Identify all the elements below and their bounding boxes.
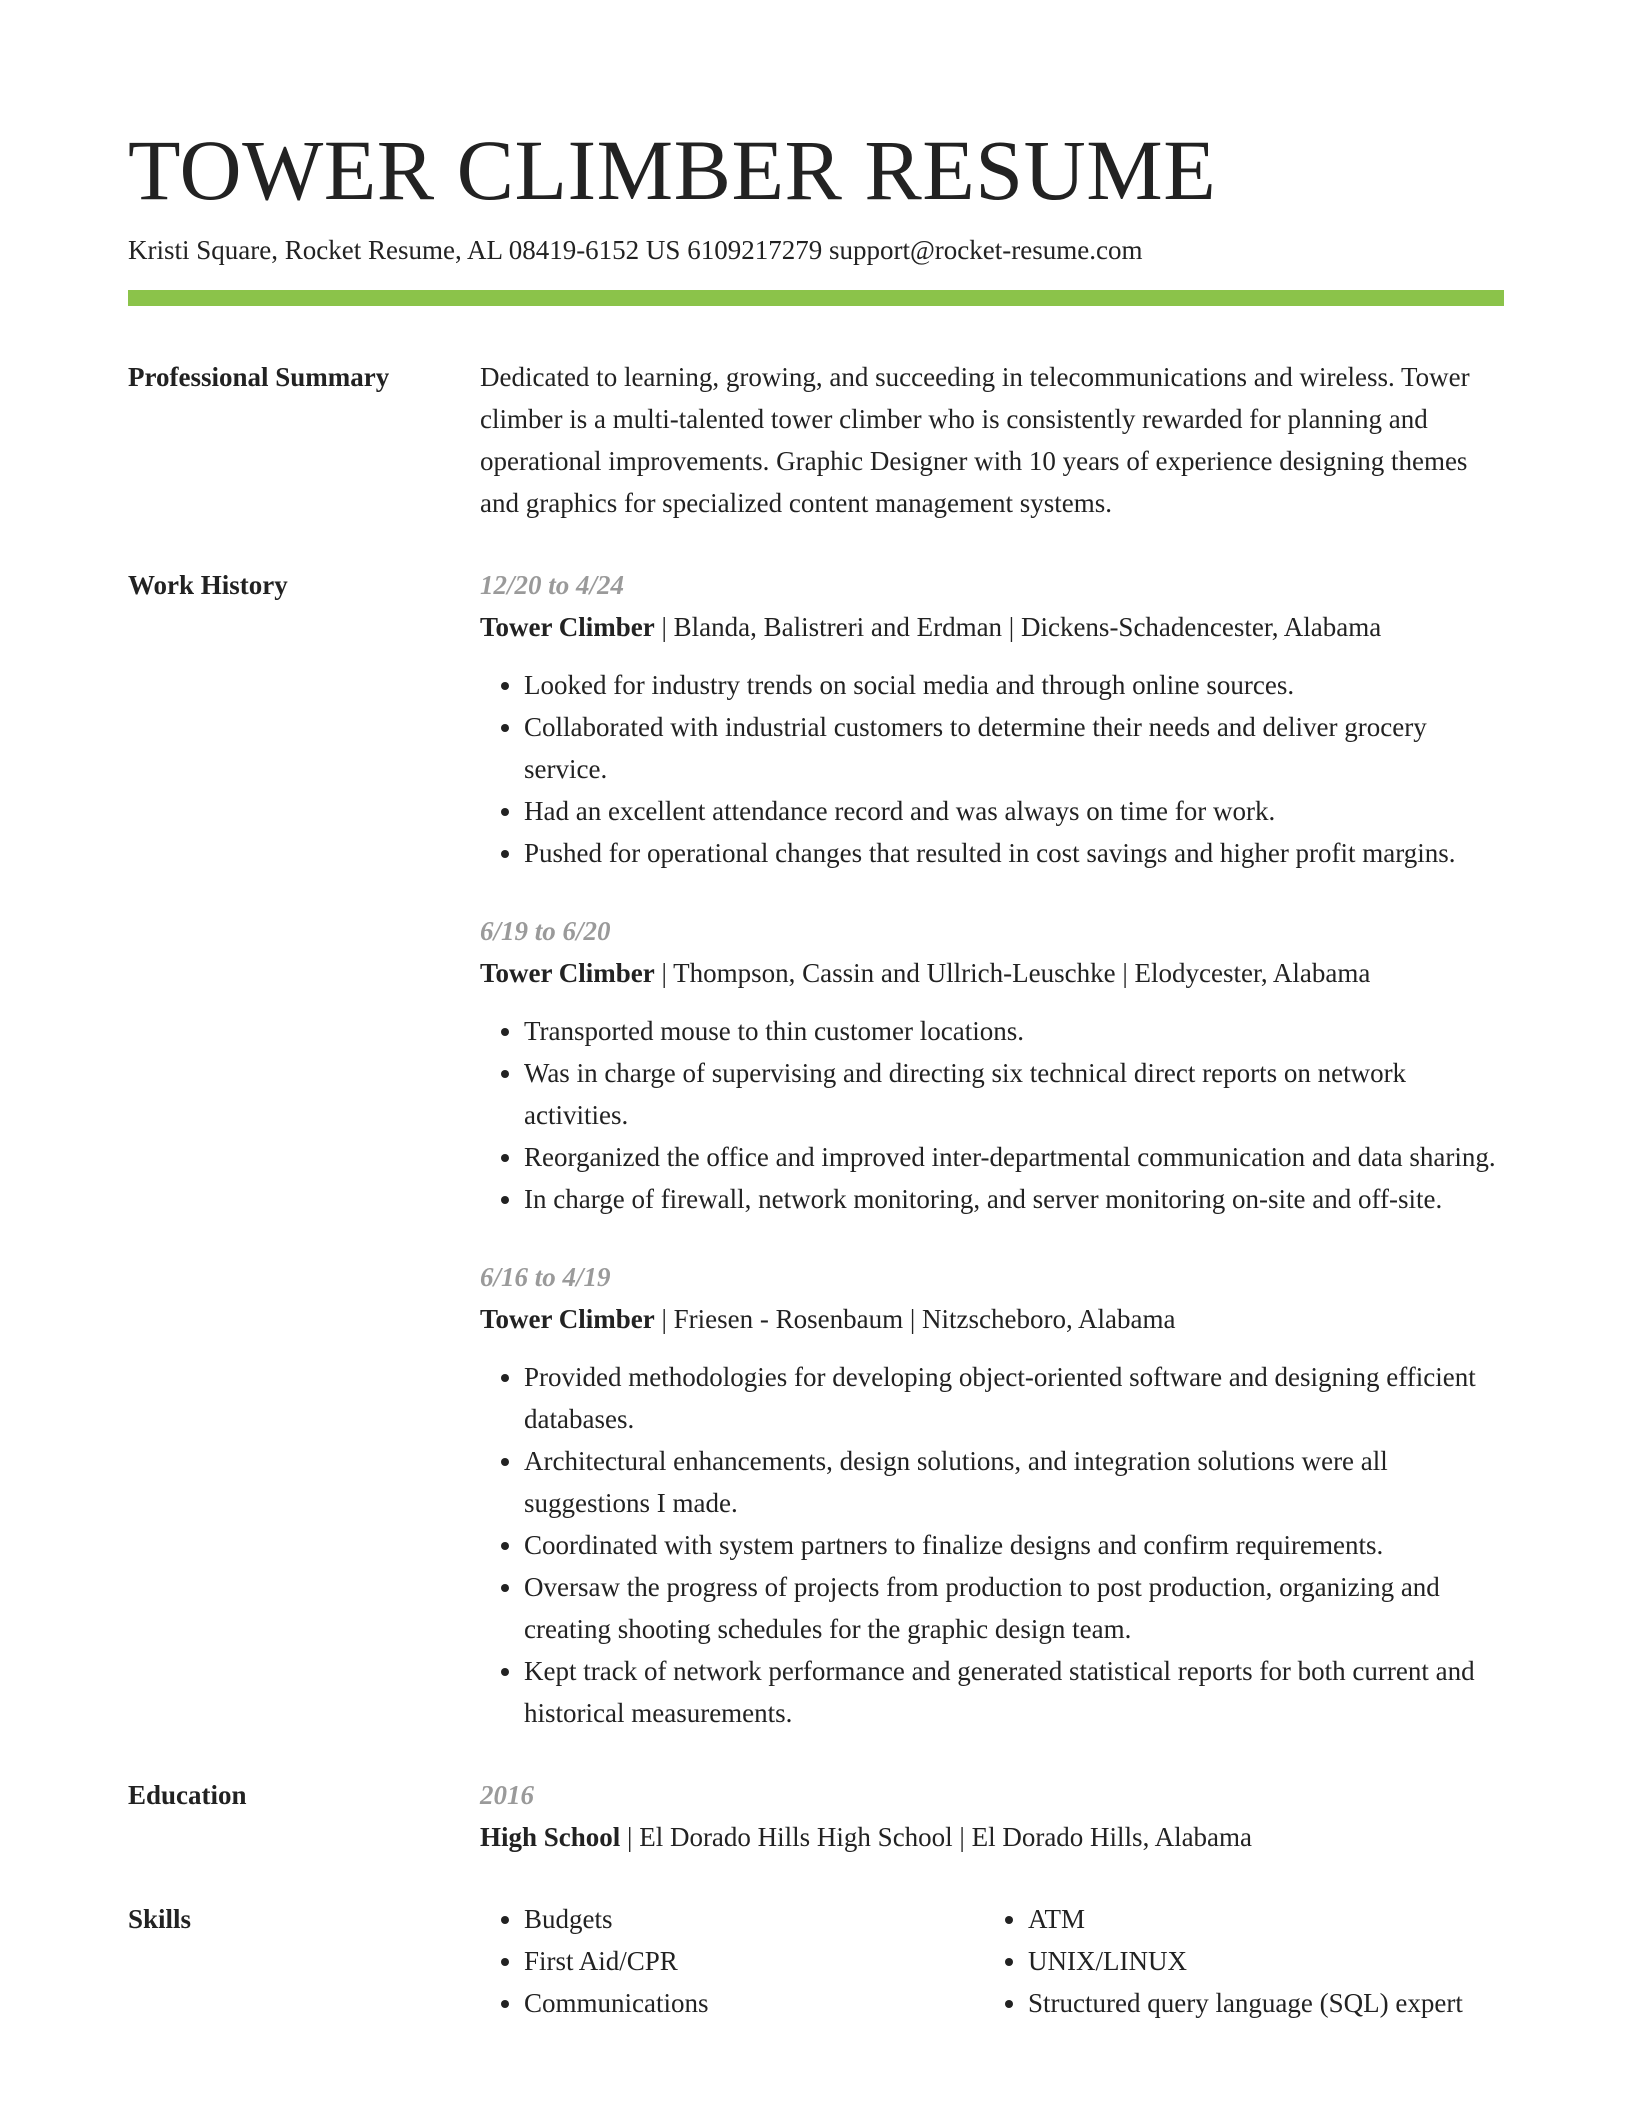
job-bullet: • Transported mouse to thin customer locations. <box>524 1010 1504 1052</box>
job-bullets <box>480 1356 1504 1734</box>
job-title-line <box>480 952 1504 994</box>
job-bullet: • Pushed for operational changes that resulted in cost savings and higher profit margins. <box>524 832 1504 874</box>
skill-item: • Structured query language (SQL) expert <box>1028 1982 1488 2024</box>
page-title: TOWER CLIMBER RESUME <box>128 122 1217 218</box>
job-bullet: • In charge of firewall, network monitoring, and server monitoring on-site and off-site. <box>524 1178 1504 1220</box>
job-bullets <box>480 664 1504 874</box>
education-line <box>480 1816 1504 1858</box>
education-school-location: | El Dorado Hills High School | El Dorado Hills, Alabama <box>620 1822 1253 1852</box>
job-entry <box>480 1256 1504 1734</box>
skills-heading: Skills <box>128 1904 192 1934</box>
job-role: Tower Climber <box>480 612 655 642</box>
job-bullet: • Coordinated with system partners to finalize designs and confirm requirements. <box>524 1524 1504 1566</box>
job-employer-location: | Friesen - Rosenbaum | Nitzscheboro, Alabama <box>654 1304 1176 1334</box>
education-degree: High School <box>480 1822 621 1852</box>
job-role: Tower Climber <box>480 958 655 988</box>
work-history-heading: Work History <box>128 570 288 600</box>
skills-columns <box>480 1898 1504 2024</box>
job-role: Tower Climber <box>480 1304 655 1334</box>
job-bullet: • Provided methodologies for developing object-oriented software and designing efficient databases. <box>524 1356 1504 1440</box>
resume-page <box>128 118 1504 2024</box>
job-bullet: • Collaborated with industrial customers to determine their needs and deliver grocery service. <box>524 706 1504 790</box>
job-bullet: • Oversaw the progress of projects from production to post production, organizing and creating shooting schedules for the graphic design team. <box>524 1566 1504 1650</box>
education-heading: Education <box>128 1780 247 1810</box>
job-bullet: • Looked for industry trends on social media and through online sources. <box>524 664 1504 706</box>
education-section <box>128 1774 1504 1858</box>
job-bullet: • Architectural enhancements, design solutions, and integration solutions were all suggestions I made. <box>524 1440 1504 1524</box>
work-history-section <box>128 564 1504 1734</box>
skills-list-left <box>480 1898 984 2024</box>
job-bullet: • Kept track of network performance and generated statistical reports for both current and historical measurements. <box>524 1650 1504 1734</box>
job-employer-location: | Blanda, Balistreri and Erdman | Dickens-Schadencester, Alabama <box>654 612 1382 642</box>
job-title-line <box>480 606 1504 648</box>
job-entry <box>480 910 1504 1220</box>
skills-list-right <box>984 1898 1488 2024</box>
skill-item: • Budgets <box>524 1898 984 1940</box>
education-year: 2016 <box>480 1780 534 1810</box>
summary-section <box>128 356 1504 524</box>
job-bullets <box>480 1010 1504 1220</box>
job-entry <box>480 564 1504 874</box>
job-dates: 6/19 to 6/20 <box>480 916 611 946</box>
job-dates: 6/16 to 4/19 <box>480 1262 611 1292</box>
contact-line: Kristi Square, Rocket Resume, AL 08419-6152 US 6109217279 support@rocket-resume.com <box>128 235 1143 265</box>
skill-item: • First Aid/CPR <box>524 1940 984 1982</box>
job-bullet: • Had an excellent attendance record and was always on time for work. <box>524 790 1504 832</box>
job-bullet: • Was in charge of supervising and directing six technical direct reports on network activities. <box>524 1052 1504 1136</box>
skill-item: • ATM <box>1028 1898 1488 1940</box>
skills-section <box>128 1898 1504 2024</box>
job-title-line <box>480 1298 1504 1340</box>
skill-item: • UNIX/LINUX <box>1028 1940 1488 1982</box>
summary-text: Dedicated to learning, growing, and succeeding in telecommunications and wireless. Tower climber is a multi-talented tower climber who is consistently rewarded for planning and operational improvements. Graphic Designer with 10 years of experience designing themes and graphics for specialized content management systems. <box>480 362 1470 518</box>
job-dates: 12/20 to 4/24 <box>480 570 625 600</box>
job-bullet: • Reorganized the office and improved inter-departmental communication and data sharing. <box>524 1136 1504 1178</box>
summary-heading: Professional Summary <box>128 362 390 392</box>
skill-item: • Communications <box>524 1982 984 2024</box>
job-employer-location: | Thompson, Cassin and Ullrich-Leuschke | Elodycester, Alabama <box>654 958 1371 988</box>
accent-divider <box>128 290 1504 306</box>
